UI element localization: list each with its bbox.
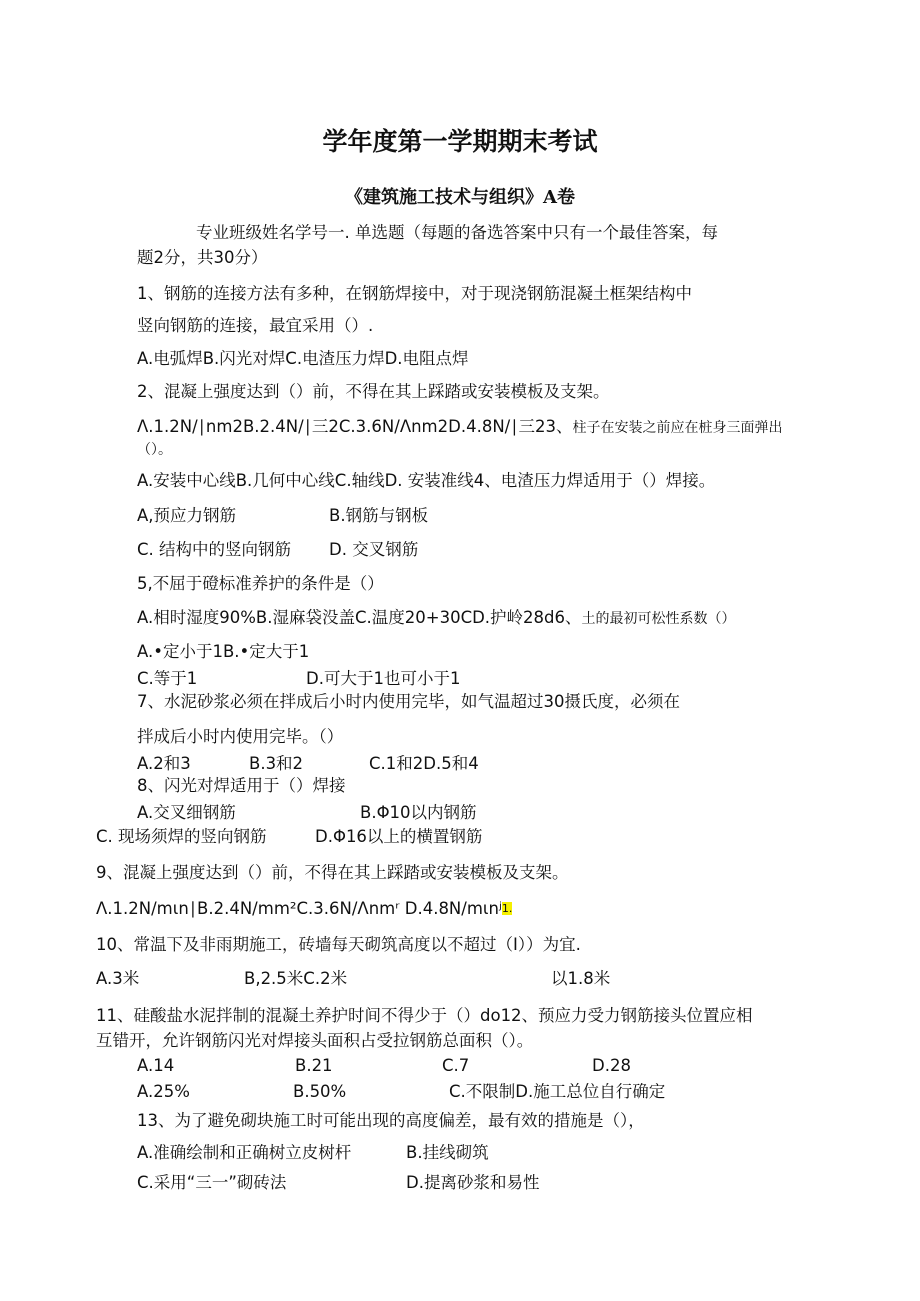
q10-stem: 10、常温下及非雨期施工，砖墙每天砌筑高度以不超过（I））为宜. [96,935,581,954]
q13-option-b: B.挂线砌筑 [406,1143,489,1162]
q8-option-d: D.Φ16以上的横置钢筋 [315,827,483,846]
page-title: 学年度第一学期期末考试 [322,127,598,156]
q4-option-c: C. 结构中的竖向钢筋 [137,540,292,559]
q10-option-d: 以1.8米 [551,969,611,988]
q12-option-a: A.25% [137,1082,190,1101]
q10-option-a: A.3米 [96,969,140,988]
q2-options-line [137,416,782,439]
q12-option-b: B.50% [293,1082,347,1101]
q12-options-cd: C.不限制D.施工总位自行确定 [449,1082,666,1101]
q5-options-line [137,607,736,630]
q5-stem: 5,不屈于磴标准养护的条件是（） [137,574,384,593]
q7-stem-line-1: 7、水泥砂浆必须在拌成后小时内使用完毕，如气温超过30摄氏度，必须在 [137,692,680,711]
q3-stem-end: （）。 [137,442,172,458]
q7-options-cd: C.1和2D.5和4 [369,754,479,773]
q8-stem: 8、闪光对焊适用于（）焊接 [137,776,346,795]
q2-options: Λ.1.2N/∣nm2B.2.4N/∣三2C.3.6N/Λnm2D.4.8N/∣三23、 [137,417,573,436]
q4-option-a: A,预应力钢筋 [137,506,237,525]
q13-stem: 13、为了避免砌块施工时可能出现的高度偏差，最有效的措施是（）， [137,1111,645,1130]
q10-options-bc: B,2.5米C.2米 [244,969,348,988]
q9-options: Λ.1.2N/mιn∣B.2.4N/mm²C.3.6N/Λnmʳ D.4.8N/mιnʲ [96,899,502,918]
q13-option-c: C.采用“三一”砌砖法 [137,1173,287,1192]
intro-line-2: 题2分，共30分） [137,248,268,267]
q8-option-c: C. 现场须焊的竖向钢筋 [96,827,267,846]
q2-stem: 2、混凝上强度达到（）前，不得在其上踩踏或安装模板及支架。 [137,382,610,401]
q11-option-a: A.14 [137,1056,175,1075]
q6-stem: 土的最初可松性系数（） [581,611,736,627]
q7-option-a: A.2和3 [137,754,191,773]
q11-stem-line-1: 11、硅酸盐水泥拌制的混凝土养护时间不得少于（）do12、预应力受力钢筋接头位置应相 [96,1006,753,1025]
q5-options: A.相时湿度90%B.湿麻袋没盖C.温度20+30CD.护岭28d6、 [137,608,582,627]
q6-option-d: D.可大于1也可小于1 [306,669,461,688]
q7-option-b: B.3和2 [249,754,304,773]
q4-option-d: D. 交叉钢筋 [329,540,419,559]
q11-option-d: D.28 [592,1056,631,1075]
q3-options: A.安装中心线B.几何中心线C.轴线D. 安装准线4、电渣压力焊适用于（）焊接。 [137,471,716,490]
q13-option-d: D.提离砂浆和易性 [406,1173,540,1192]
q9-highlight: 1. [501,902,513,915]
intro-line-1: 专业班级姓名学号一. 单选题（每题的备选答案中只有一个最佳答案，每 [196,223,718,242]
q7-stem-line-2: 拌成后小时内使用完毕。（） [137,727,344,746]
q11-option-c: C.7 [442,1056,470,1075]
q6-option-c: C.等于1 [137,669,198,688]
q9-stem: 9、混凝上强度达到（）前，不得在其上踩踏或安装模板及支架。 [96,863,569,882]
q11-option-b: B.21 [295,1056,333,1075]
q13-option-a: A.准确绘制和正确树立皮树杆 [137,1143,352,1162]
q8-option-a: A.交叉细钢筋 [137,803,236,822]
q11-stem-line-2: 互错开，允许钢筋闪光对焊接头面积占受拉钢筋总面积（）。 [96,1031,534,1050]
q1-options: A.电弧焊B.闪光对焊C.电渣压力焊D.电阻点焊 [137,349,469,368]
q4-option-b: B.钢筋与钢板 [329,506,429,525]
q3-stem: 柱子在安装之前应在桩身三面弹出 [572,420,783,436]
q8-option-b: B.Φ10以内钢筋 [360,803,477,822]
q1-stem-line-1: 1、钢筋的连接方法有多种，在钢筋焊接中，对于现浇钢筋混凝土框架结构中 [137,284,692,303]
q1-stem-line-2: 竖向钢筋的连接，最宜采用（）. [137,316,374,335]
q9-options-line [96,898,512,920]
page-subtitle: 《建筑施工技术与组织》A卷 [345,187,575,208]
q6-options-ab: A.•定小于1B.•定大于1 [137,642,310,661]
